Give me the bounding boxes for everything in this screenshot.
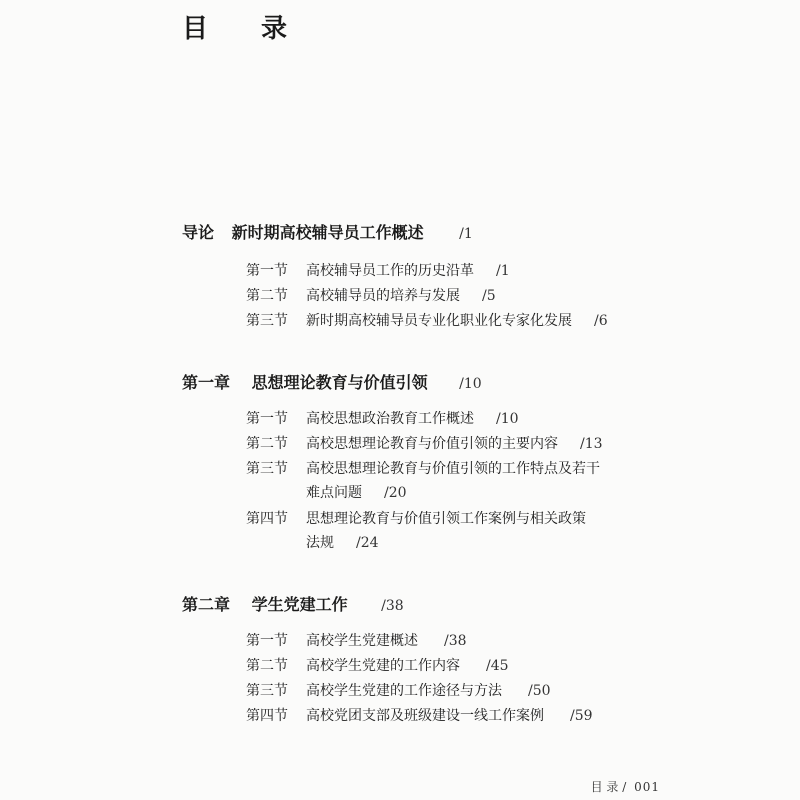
toc-section[interactable] [246, 680, 746, 700]
section-title-continued: 法规 [306, 535, 334, 551]
section-title: 新时期高校辅导员专业化职业化专家化发展 /6 [306, 313, 608, 329]
section-number: 第一节 [246, 263, 288, 279]
section-title: 高校思想理论教育与价值引领的工作特点及若干 [306, 461, 600, 477]
toc-section[interactable] [246, 508, 746, 528]
section-page: /38 [444, 633, 467, 649]
toc-section-continuation[interactable] [306, 482, 407, 502]
section-title: 高校辅导员工作的历史沿革 /1 [306, 263, 510, 279]
chapter-title: 新时期高校辅导员工作概述 [231, 223, 424, 242]
toc-section[interactable] [246, 433, 746, 453]
section-page: /24 [356, 535, 379, 551]
section-title: 高校学生党建的工作途径与方法 /50 [306, 683, 551, 699]
toc-section[interactable] [246, 285, 746, 305]
section-number: 第三节 [246, 683, 288, 699]
toc-section[interactable] [246, 260, 746, 280]
section-number: 第二节 [246, 436, 288, 452]
section-number: 第四节 [246, 511, 288, 527]
section-number: 第三节 [246, 461, 288, 477]
chapter-page: /10 [459, 376, 482, 392]
section-title: 高校思想政治教育工作概述 /10 [306, 411, 519, 427]
section-page: /45 [486, 658, 509, 674]
toc-section[interactable] [246, 458, 746, 478]
section-number: 第四节 [246, 708, 288, 724]
chapter-number: 第一章 [182, 373, 231, 392]
section-title-continued: 难点问题 [306, 485, 362, 501]
section-page: /20 [384, 485, 407, 501]
section-page: /59 [570, 708, 593, 724]
chapter-page: /38 [381, 598, 404, 614]
section-page: /13 [580, 436, 603, 452]
section-number: 第一节 [246, 411, 288, 427]
section-title: 高校思想理论教育与价值引领的主要内容 /13 [306, 436, 603, 452]
chapter-number: 导论 [182, 223, 215, 242]
section-page: /6 [594, 313, 608, 329]
toc-section[interactable] [246, 630, 746, 650]
page-title: 目 录 [182, 14, 310, 44]
toc-section[interactable] [246, 408, 746, 428]
section-page: /1 [496, 263, 510, 279]
section-number: 第二节 [246, 658, 288, 674]
section-number: 第三节 [246, 313, 288, 329]
footer-page-number: 001 [634, 780, 660, 794]
chapter-title: 思想理论教育与价值引领 [251, 373, 428, 392]
footer-label: 目 录 / [590, 780, 627, 794]
section-title: 高校学生党建的工作内容 /45 [306, 658, 509, 674]
toc-chapter-intro[interactable] [182, 220, 473, 243]
chapter-page: /1 [459, 226, 473, 242]
section-title: 思想理论教育与价值引领工作案例与相关政策 [306, 511, 586, 527]
section-page: /50 [528, 683, 551, 699]
chapter-title: 学生党建工作 [251, 595, 348, 614]
toc-section-continuation[interactable] [306, 532, 379, 552]
chapter-number: 第二章 [182, 595, 231, 614]
toc-chapter-1[interactable] [182, 370, 482, 393]
section-number: 第一节 [246, 633, 288, 649]
toc-chapter-2[interactable] [182, 592, 404, 615]
section-title: 高校学生党建概述 /38 [306, 633, 467, 649]
section-page: /5 [482, 288, 496, 304]
toc-section[interactable] [246, 655, 746, 675]
section-number: 第二节 [246, 288, 288, 304]
toc-section[interactable] [246, 310, 746, 330]
section-page: /10 [496, 411, 519, 427]
section-title: 高校辅导员的培养与发展 /5 [306, 288, 496, 304]
section-title: 高校党团支部及班级建设一线工作案例 /59 [306, 708, 593, 724]
page-footer [591, 778, 660, 795]
toc-section[interactable] [246, 705, 746, 725]
